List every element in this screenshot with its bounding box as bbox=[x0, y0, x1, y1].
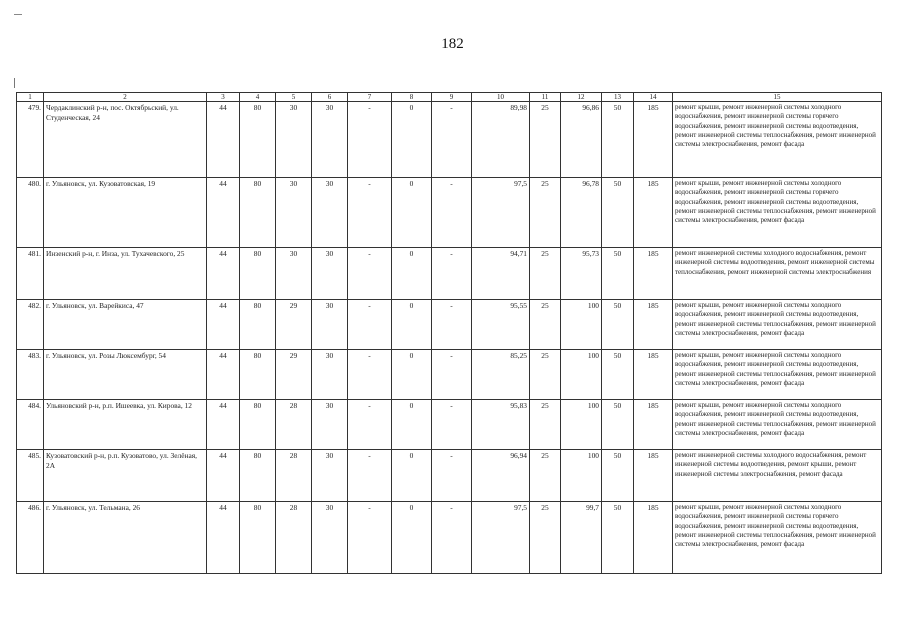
value-cell: - bbox=[432, 450, 472, 502]
value-cell: 50 bbox=[602, 350, 634, 400]
value-cell: 30 bbox=[276, 178, 312, 248]
value-cell: 80 bbox=[240, 102, 276, 178]
value-cell: 95,73 bbox=[561, 248, 602, 300]
value-cell: 95,83 bbox=[472, 400, 530, 450]
value-cell: 25 bbox=[530, 350, 561, 400]
value-cell: 50 bbox=[602, 400, 634, 450]
works-cell: ремонт инженерной системы холодного водоснабжения, ремонт инженерной системы водоотведения, ремонт крыши, ремонт инженерной системы электроснабжения, ремонт фасада bbox=[673, 450, 882, 502]
value-cell: 29 bbox=[276, 300, 312, 350]
value-cell: 80 bbox=[240, 450, 276, 502]
value-cell: 97,5 bbox=[472, 178, 530, 248]
table-row bbox=[17, 400, 882, 450]
value-cell: 0 bbox=[392, 400, 432, 450]
address-cell: г. Ульяновск, ул. Кузоватовская, 19 bbox=[44, 178, 207, 248]
value-cell: 30 bbox=[276, 248, 312, 300]
table-row bbox=[17, 178, 882, 248]
value-cell: 30 bbox=[312, 178, 348, 248]
value-cell: 185 bbox=[634, 400, 673, 450]
address-cell: г. Ульяновск, ул. Варейкиса, 47 bbox=[44, 300, 207, 350]
value-cell: - bbox=[432, 300, 472, 350]
address-cell: Кузоватовский р-н, р.п. Кузоватово, ул. Зелёная, 2А bbox=[44, 450, 207, 502]
value-cell: 89,98 bbox=[472, 102, 530, 178]
address-cell: Чердаклинский р-н, пос. Октябрьский, ул. Студенческая, 24 bbox=[44, 102, 207, 178]
value-cell: 0 bbox=[392, 300, 432, 350]
value-cell: 25 bbox=[530, 502, 561, 574]
value-cell: 30 bbox=[312, 300, 348, 350]
value-cell: 28 bbox=[276, 502, 312, 574]
value-cell: 0 bbox=[392, 248, 432, 300]
value-cell: 95,55 bbox=[472, 300, 530, 350]
column-number-cell: 9 bbox=[432, 93, 472, 102]
scan-side-mark bbox=[14, 78, 15, 88]
table-row bbox=[17, 300, 882, 350]
works-cell: ремонт крыши, ремонт инженерной системы холодного водоснабжения, ремонт инженерной системы водоотведения, ремонт инженерной системы теплоснабжения, ремонт инженерной системы электроснабжения, ремонт фасада bbox=[673, 400, 882, 450]
value-cell: 0 bbox=[392, 502, 432, 574]
row-number-cell: 480. bbox=[17, 178, 44, 248]
row-number-cell: 479. bbox=[17, 102, 44, 178]
value-cell: 80 bbox=[240, 350, 276, 400]
value-cell: 100 bbox=[561, 400, 602, 450]
column-number-cell: 3 bbox=[207, 93, 240, 102]
table-row bbox=[17, 102, 882, 178]
works-cell: ремонт крыши, ремонт инженерной системы холодного водоснабжения, ремонт инженерной системы водоотведения, ремонт инженерной системы теплоснабжения, ремонт инженерной системы электроснабжения, ремонт фасада bbox=[673, 300, 882, 350]
scan-corner-mark bbox=[14, 14, 22, 15]
row-number-cell: 483. bbox=[17, 350, 44, 400]
value-cell: 80 bbox=[240, 502, 276, 574]
value-cell: 44 bbox=[207, 300, 240, 350]
works-cell: ремонт крыши, ремонт инженерной системы холодного водоснабжения, ремонт инженерной системы горячего водоснабжения, ремонт инженерной системы водоотведения, ремонт инженерной системы теплоснабжения, ремонт инженерной системы электроснабжения, ремонт фасада bbox=[673, 178, 882, 248]
column-number-cell: 11 bbox=[530, 93, 561, 102]
value-cell: 44 bbox=[207, 502, 240, 574]
value-cell: - bbox=[348, 450, 392, 502]
column-number-cell: 6 bbox=[312, 93, 348, 102]
value-cell: 44 bbox=[207, 350, 240, 400]
value-cell: 25 bbox=[530, 450, 561, 502]
value-cell: 30 bbox=[312, 102, 348, 178]
column-number-cell: 13 bbox=[602, 93, 634, 102]
table-row bbox=[17, 350, 882, 400]
works-cell: ремонт крыши, ремонт инженерной системы холодного водоснабжения, ремонт инженерной системы водоотведения, ремонт инженерной системы теплоснабжения, ремонт инженерной системы электроснабжения, ремонт фасада bbox=[673, 350, 882, 400]
address-cell: г. Ульяновск, ул. Тельмана, 26 bbox=[44, 502, 207, 574]
works-cell: ремонт крыши, ремонт инженерной системы холодного водоснабжения, ремонт инженерной системы горячего водоснабжения, ремонт инженерной системы водоотведения, ремонт инженерной системы теплоснабжения, ремонт инженерной системы электроснабжения, ремонт фасада bbox=[673, 502, 882, 574]
works-cell: ремонт крыши, ремонт инженерной системы холодного водоснабжения, ремонт инженерной системы горячего водоснабжения, ремонт инженерной системы водоотведения, ремонт инженерной системы теплоснабжения, ремонт инженерной системы электроснабжения, ремонт фасада bbox=[673, 102, 882, 178]
value-cell: 50 bbox=[602, 102, 634, 178]
value-cell: 50 bbox=[602, 248, 634, 300]
value-cell: - bbox=[432, 502, 472, 574]
value-cell: 85,25 bbox=[472, 350, 530, 400]
value-cell: - bbox=[432, 178, 472, 248]
value-cell: 80 bbox=[240, 178, 276, 248]
value-cell: - bbox=[432, 350, 472, 400]
value-cell: 80 bbox=[240, 400, 276, 450]
repair-table bbox=[16, 92, 882, 574]
value-cell: 25 bbox=[530, 400, 561, 450]
value-cell: 0 bbox=[392, 350, 432, 400]
value-cell: 25 bbox=[530, 102, 561, 178]
value-cell: 185 bbox=[634, 350, 673, 400]
value-cell: 30 bbox=[312, 350, 348, 400]
address-cell: Инзенский р-н, г. Инза, ул. Тухачевского, 25 bbox=[44, 248, 207, 300]
value-cell: - bbox=[348, 502, 392, 574]
value-cell: 28 bbox=[276, 400, 312, 450]
value-cell: 96,94 bbox=[472, 450, 530, 502]
value-cell: 80 bbox=[240, 248, 276, 300]
address-cell: г. Ульяновск, ул. Розы Люксембург, 54 bbox=[44, 350, 207, 400]
value-cell: 50 bbox=[602, 178, 634, 248]
column-number-row bbox=[17, 93, 882, 102]
value-cell: 185 bbox=[634, 300, 673, 350]
value-cell: 185 bbox=[634, 450, 673, 502]
column-number-cell: 4 bbox=[240, 93, 276, 102]
value-cell: - bbox=[432, 248, 472, 300]
value-cell: 50 bbox=[602, 450, 634, 502]
value-cell: 30 bbox=[276, 102, 312, 178]
value-cell: 185 bbox=[634, 248, 673, 300]
value-cell: - bbox=[348, 350, 392, 400]
value-cell: 97,5 bbox=[472, 502, 530, 574]
value-cell: 0 bbox=[392, 178, 432, 248]
value-cell: 99,7 bbox=[561, 502, 602, 574]
row-number-cell: 482. bbox=[17, 300, 44, 350]
value-cell: 30 bbox=[312, 502, 348, 574]
value-cell: 44 bbox=[207, 178, 240, 248]
value-cell: 44 bbox=[207, 400, 240, 450]
table-row bbox=[17, 248, 882, 300]
row-number-cell: 486. bbox=[17, 502, 44, 574]
value-cell: 96,78 bbox=[561, 178, 602, 248]
value-cell: 30 bbox=[312, 450, 348, 502]
value-cell: 185 bbox=[634, 102, 673, 178]
value-cell: 94,71 bbox=[472, 248, 530, 300]
row-number-cell: 481. bbox=[17, 248, 44, 300]
column-number-cell: 14 bbox=[634, 93, 673, 102]
value-cell: - bbox=[348, 178, 392, 248]
value-cell: 29 bbox=[276, 350, 312, 400]
value-cell: 185 bbox=[634, 178, 673, 248]
value-cell: 50 bbox=[602, 502, 634, 574]
value-cell: 100 bbox=[561, 450, 602, 502]
column-number-cell: 5 bbox=[276, 93, 312, 102]
value-cell: 44 bbox=[207, 248, 240, 300]
address-cell: Ульяновский р-н, р.п. Ишеевка, ул. Кирова, 12 bbox=[44, 400, 207, 450]
row-number-cell: 484. bbox=[17, 400, 44, 450]
row-number-cell: 485. bbox=[17, 450, 44, 502]
value-cell: 30 bbox=[312, 248, 348, 300]
value-cell: 0 bbox=[392, 102, 432, 178]
value-cell: 100 bbox=[561, 300, 602, 350]
works-cell: ремонт инженерной системы холодного водоснабжения, ремонт инженерной системы водоотведения, ремонт инженерной системы теплоснабжения, ремонт инженерной системы электроснабжения bbox=[673, 248, 882, 300]
page-number: 182 bbox=[441, 36, 464, 52]
value-cell: - bbox=[432, 400, 472, 450]
table-row bbox=[17, 502, 882, 574]
value-cell: 25 bbox=[530, 248, 561, 300]
column-number-cell: 8 bbox=[392, 93, 432, 102]
value-cell: - bbox=[348, 400, 392, 450]
value-cell: - bbox=[348, 300, 392, 350]
value-cell: 25 bbox=[530, 178, 561, 248]
value-cell: 80 bbox=[240, 300, 276, 350]
value-cell: 185 bbox=[634, 502, 673, 574]
value-cell: 44 bbox=[207, 450, 240, 502]
value-cell: - bbox=[348, 248, 392, 300]
table-row bbox=[17, 450, 882, 502]
value-cell: 28 bbox=[276, 450, 312, 502]
column-number-cell: 1 bbox=[17, 93, 44, 102]
column-number-cell: 7 bbox=[348, 93, 392, 102]
value-cell: 44 bbox=[207, 102, 240, 178]
value-cell: - bbox=[432, 102, 472, 178]
value-cell: - bbox=[348, 102, 392, 178]
column-number-cell: 12 bbox=[561, 93, 602, 102]
column-number-cell: 15 bbox=[673, 93, 882, 102]
value-cell: 50 bbox=[602, 300, 634, 350]
column-number-cell: 10 bbox=[472, 93, 530, 102]
value-cell: 25 bbox=[530, 300, 561, 350]
value-cell: 30 bbox=[312, 400, 348, 450]
value-cell: 100 bbox=[561, 350, 602, 400]
column-number-cell: 2 bbox=[44, 93, 207, 102]
value-cell: 96,86 bbox=[561, 102, 602, 178]
value-cell: 0 bbox=[392, 450, 432, 502]
